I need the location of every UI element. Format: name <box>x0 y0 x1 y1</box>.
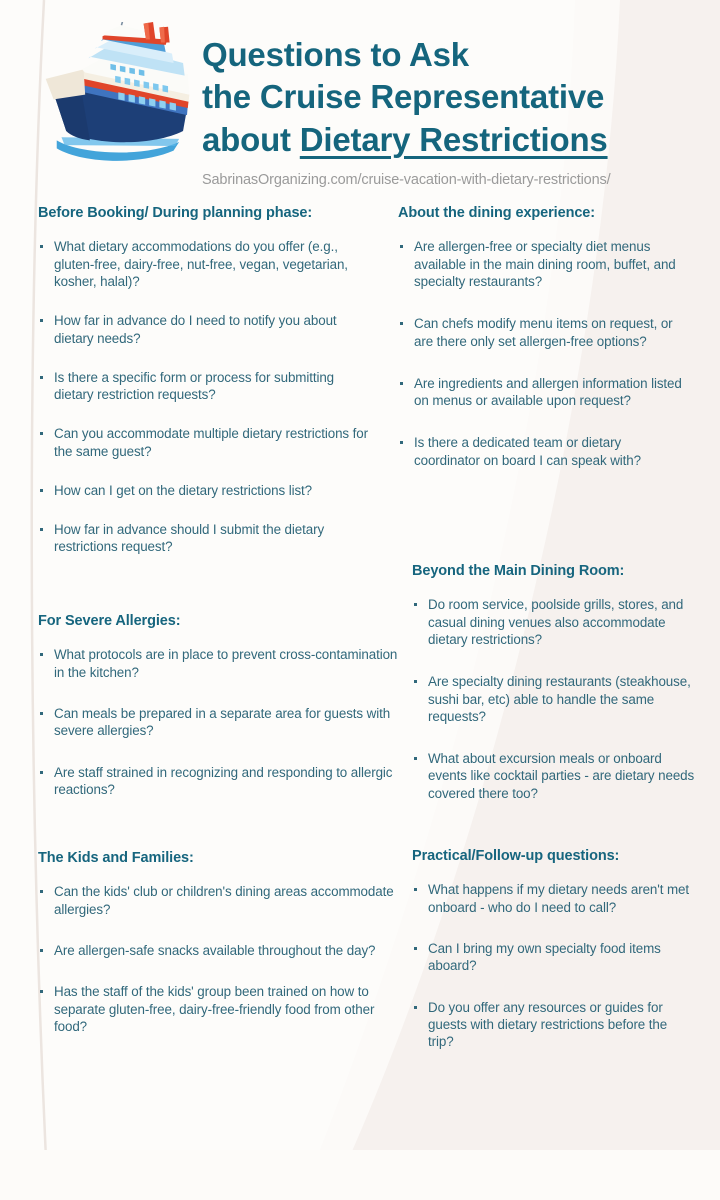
list-item: Are allergen-safe snacks available throughout the day? <box>38 942 398 959</box>
page-title-line-3 <box>202 119 702 161</box>
bullet-list <box>38 238 368 555</box>
section-title: About the dining experience: <box>398 205 595 221</box>
section-title: For Severe Allergies: <box>38 613 181 629</box>
page-title-line-2: the Cruise Representative <box>202 78 605 116</box>
section-severe-allergies <box>38 613 398 822</box>
list-item: Is there a dedicated team or dietary coordinator on board I can speak with? <box>398 434 688 469</box>
section-title: Practical/Follow-up questions: <box>412 848 620 864</box>
list-item: Can chefs modify menu items on request, or are there only set allergen-free options? <box>398 315 688 350</box>
section-kids-and-families <box>38 850 398 1059</box>
section-title: The Kids and Families: <box>38 850 194 866</box>
bullet-list <box>38 646 398 798</box>
bullet-list <box>38 883 398 1035</box>
list-item: Can the kids' club or children's dining areas accommodate allergies? <box>38 883 398 918</box>
header <box>0 0 720 205</box>
list-item: Are ingredients and allergen information listed on menus or available upon request? <box>398 375 688 410</box>
list-item: What protocols are in place to prevent cross-contamination in the kitchen? <box>38 646 398 681</box>
page-title-line-1: Questions to Ask <box>202 36 469 73</box>
bullet-list <box>398 238 688 469</box>
list-item: Do you offer any resources or guides for guests with dietary restrictions before the trip? <box>412 999 692 1051</box>
page-title-emphasis: Dietary Restrictions <box>299 120 608 158</box>
title-block <box>202 34 702 188</box>
list-item: Are staff strained in recognizing and responding to allergic reactions? <box>38 764 398 799</box>
cruise-ship-illustration <box>32 22 192 172</box>
list-item: Has the staff of the kids' group been trained on how to separate gluten-free, dairy-free-friendly food from other food? <box>38 983 398 1035</box>
cruise-ship-icon <box>32 22 192 172</box>
list-item: Are specialty dining restaurants (steakhouse, sushi bar, etc) able to handle the same requests? <box>412 673 702 725</box>
list-item: How can I get on the dietary restrictions list? <box>38 482 368 499</box>
page-title-prefix: about <box>202 120 300 158</box>
site-url: SabrinasOrganizing.com/cruise-vacation-with-dietary-restrictions/ <box>202 172 611 189</box>
list-item: Do room service, poolside grills, stores, and casual dining venues also accommodate dietary restrictions? <box>412 596 702 648</box>
list-item: How far in advance do I need to notify you about dietary needs? <box>38 312 368 347</box>
bullet-list <box>412 596 702 802</box>
list-item: How far in advance should I submit the dietary restrictions request? <box>38 521 368 556</box>
list-item: Can you accommodate multiple dietary restrictions for the same guest? <box>38 425 368 460</box>
list-item: Can I bring my own specialty food items aboard? <box>412 940 692 975</box>
section-title: Beyond the Main Dining Room: <box>412 563 625 579</box>
list-item: What about excursion meals or onboard events like cocktail parties - are dietary needs covered there too? <box>412 750 702 802</box>
list-item: Is there a specific form or process for submitting dietary restriction requests? <box>38 369 368 404</box>
section-dining-experience <box>398 205 688 494</box>
section-title: Before Booking/ During planning phase: <box>38 205 313 221</box>
section-beyond-main-dining-room <box>412 563 702 827</box>
list-item: Can meals be prepared in a separate area for guests with severe allergies? <box>38 705 398 740</box>
bullet-list <box>412 881 692 1050</box>
section-practical-followup <box>412 848 692 1074</box>
list-item: Are allergen-free or specialty diet menus available in the main dining room, buffet, and specialty restaurants? <box>398 238 688 290</box>
list-item: What dietary accommodations do you offer (e.g., gluten-free, dairy-free, nut-free, vegan, vegetarian, kosher, halal)? <box>38 238 368 290</box>
content-area <box>0 205 720 1200</box>
list-item: What happens if my dietary needs aren't met onboard - who do I need to call? <box>412 881 692 916</box>
section-before-booking <box>38 205 368 578</box>
